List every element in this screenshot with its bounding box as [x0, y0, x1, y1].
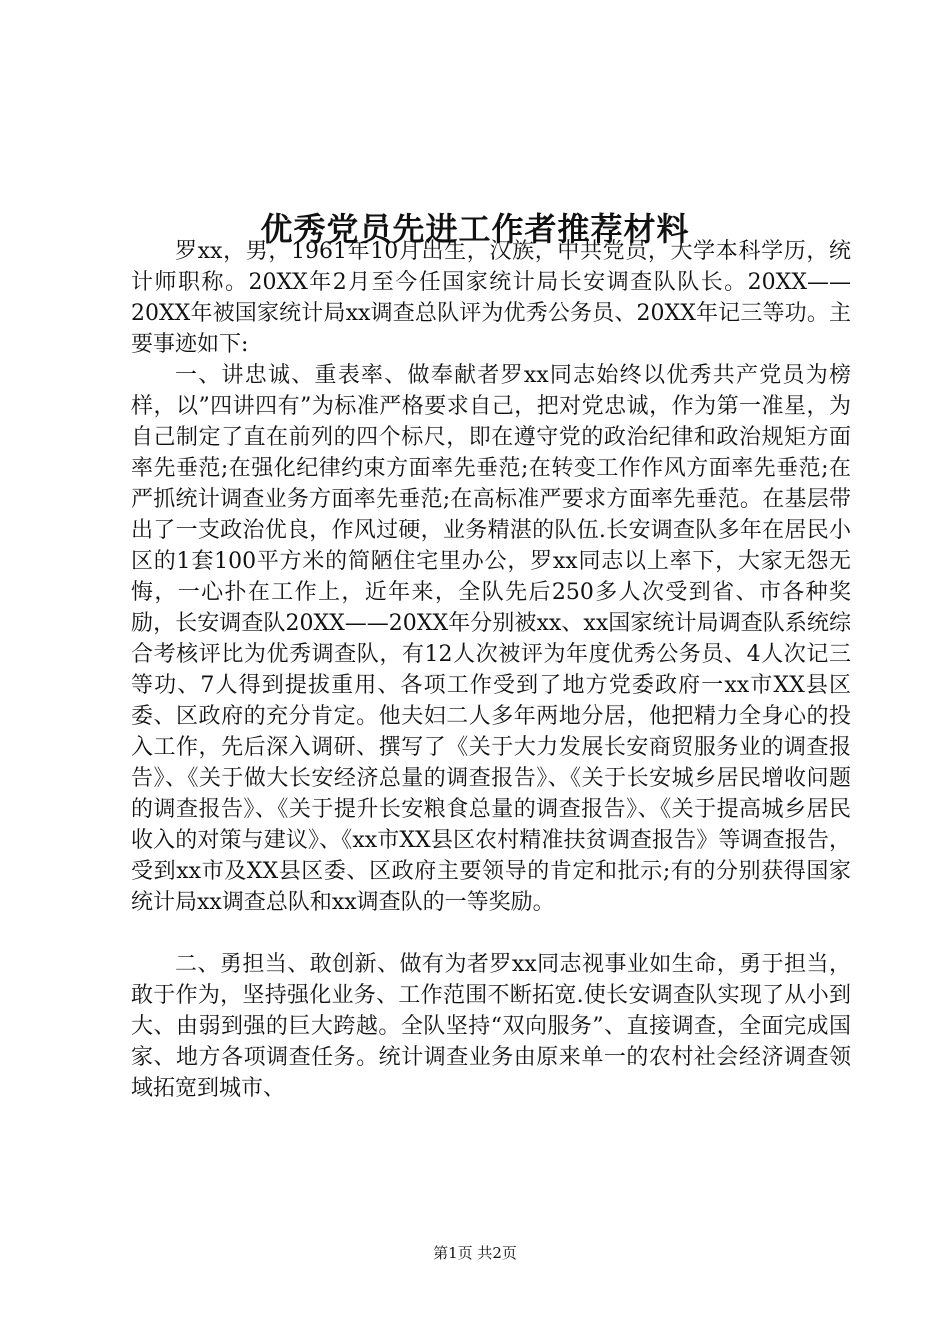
paragraph-section-two: 二、勇担当、敢创新、做有为者罗xx同志视事业如生命，勇于担当，敢于作为，坚持强化业务、工作范围不断拓宽.使长安调查队实现了从小到大、由弱到强的巨大跨越。全队坚持“双向服务”、直接调查，全面完成国家、地方各项调查任务。统计调查业务由原来单一的农村社会经济调查领域拓宽到城市、 [131, 952, 851, 1101]
document-body [131, 236, 851, 1104]
paragraph-intro: 罗xx，男，1961年10月出生，汉族，中共党员，大学本科学历，统计师职称。20XX年2月至今任国家统计局长安调查队队长。20XX——20XX年被国家统计局xx调查总队评为优秀公务员、20XX年记三等功。主要事迹如下: [131, 239, 851, 357]
paragraph-section-one: 一、讲忠诚、重表率、做奉献者罗xx同志始终以优秀共产党员为榜样，以”四讲四有”为标准严格要求自己，把对党忠诚，作为第一准星，为自己制定了直在前列的四个标尺，即在遵守党的政治纪律和政治规矩方面率先垂范;在强化纪律约束方面率先垂范;在转变工作作风方面率先垂范;在严抓统计调查业务方面率先垂范;在高标准严要求方面率先垂范。在基层带出了一支政治优良，作风过硬，业务精湛的队伍.长安调查队多年在居民小区的1套100平方米的简陋住宅里办公，罗xx同志以上率下，大家无怨无悔，一心扑在工作上，近年来，全队先后250多人次受到省、市各种奖励，长安调查队20XX——20XX年分别被xx、xx国家统计局调查队系统综合考核评比为优秀调查队，有12人次被评为年度优秀公务员、4人次记三等功、7人得到提拔重用、各项工作受到了地方党委政府一xx市XX县区委、区政府的充分肯定。他夫妇二人多年两地分居，他把精力全身心的投入工作，先后深入调研、撰写了《关于大力发展长安商贸服务业的调查报告》、《关于做大长安经济总量的调查报告》、《关于长安城乡居民增收问题的调查报告》、《关于提升长安粮食总量的调查报告》、《关于提高城乡居民收入的对策与建议》、《xx市XX县区农村精准扶贫调查报告》等调查报告，受到xx市及XX县区委、区政府主要领导的肯定和批示;有的分别获得国家统计局xx调查总队和xx调查队的一等奖励。 [131, 363, 851, 915]
page-footer: 第1页 共2页 [433, 1244, 517, 1262]
document-title: 优秀党员先进工作者推荐材料 [260, 210, 690, 249]
